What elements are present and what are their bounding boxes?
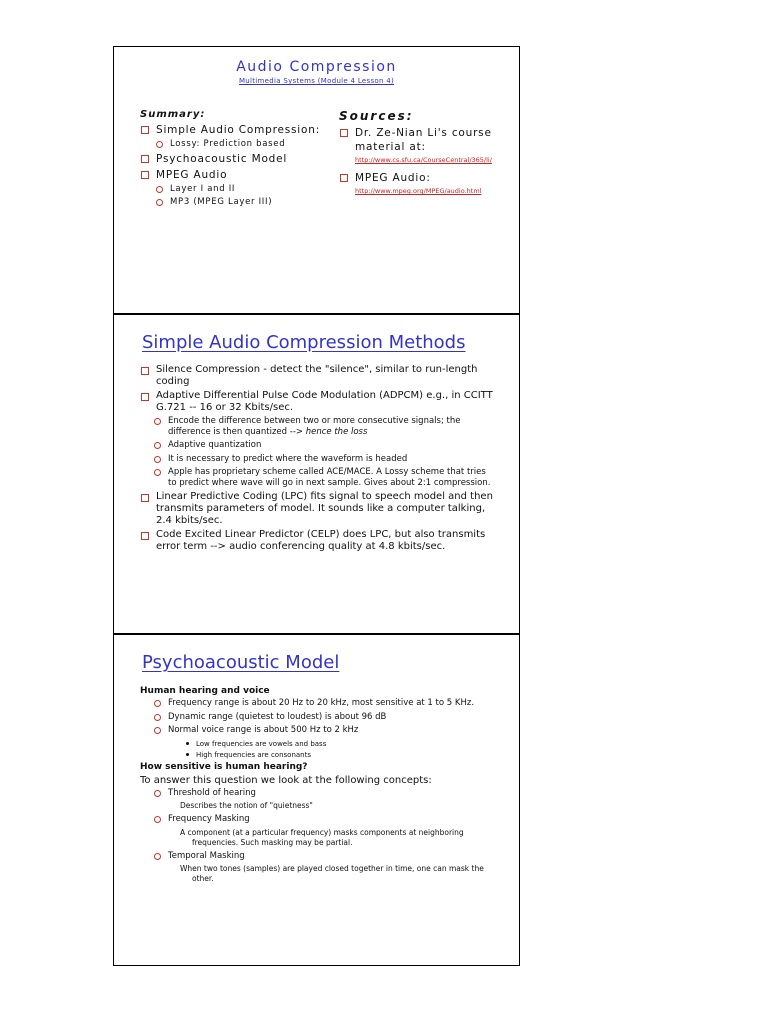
sub-bullet: Apple has proprietary scheme called ACE/MACE. A Lossy scheme that tries to predict where wave will go in next sample. Gives about 2:1 compression. bbox=[154, 467, 495, 488]
concept-description: A component (at a particular frequency) masks components at neighboring frequencies. Such masking may be partial. bbox=[180, 827, 464, 847]
sub-bullet: Lossy: Prediction based bbox=[156, 139, 340, 150]
sub-bullet: MP3 (MPEG Layer III) bbox=[156, 197, 340, 208]
bullet: Adaptive Differential Pulse Code Modulation (ADPCM) e.g., in CCITT G.721 -- 16 or 32 Kbits/sec. bbox=[140, 390, 495, 414]
summary-column bbox=[140, 109, 340, 210]
sub-bullet: Temporal Masking bbox=[154, 851, 495, 862]
sub-bullet: Dynamic range (quietest to loudest) is about 96 dB bbox=[154, 712, 495, 723]
sub-bullet: Adaptive quantization bbox=[154, 440, 495, 451]
bullet: Silence Compression - detect the "silence", similar to run-length coding bbox=[140, 364, 495, 388]
sub-bullet: Frequency range is about 20 Hz to 20 kHz, most sensitive at 1 to 5 KHz. bbox=[154, 698, 495, 709]
sub-bullet: Layer I and II bbox=[156, 184, 340, 195]
sub-bullet bbox=[154, 416, 495, 437]
sub-bullet-text: Encode the difference between two or more consecutive signals; the difference is then quantized --> bbox=[168, 416, 461, 437]
sub-bullet: It is necessary to predict where the waveform is headed bbox=[154, 454, 495, 465]
sub-bullet: Frequency Masking bbox=[154, 814, 495, 825]
slide-simple-audio-compression bbox=[113, 314, 520, 634]
sources-column bbox=[339, 109, 519, 202]
summary-heading: Summary: bbox=[140, 109, 206, 120]
sub-bullet: Normal voice range is about 500 Hz to 2 kHz bbox=[154, 725, 495, 736]
sources-heading: Sources: bbox=[339, 109, 414, 123]
bullet: MPEG Audio: bbox=[339, 171, 519, 185]
sub-bullet: Threshold of hearing bbox=[154, 788, 495, 799]
concept-description: When two tones (samples) are played closed together in time, one can mask the other. bbox=[180, 864, 484, 883]
bullet: Psychoacoustic Model bbox=[140, 152, 340, 166]
slide-audio-compression bbox=[113, 46, 520, 314]
slide-subtitle: Multimedia Systems (Module 4 Lesson 4) bbox=[238, 77, 395, 85]
section-heading: How sensitive is human hearing? bbox=[140, 761, 308, 772]
bullet: Simple Audio Compression: bbox=[140, 123, 340, 137]
source-link[interactable]: http://www.cs.sfu.ca/CourseCentral/365/li/ bbox=[355, 156, 492, 164]
concept-description: Describes the notion of "quietness" bbox=[180, 801, 313, 810]
bullet: Linear Predictive Coding (LPC) fits signal to speech model and then transmits parameters of model. It sounds like a computer talking, 2.4 kbits/sec. bbox=[140, 491, 495, 527]
source-link[interactable]: http://www.mpeg.org/MPEG/audio.html bbox=[355, 187, 482, 195]
slide-title: Simple Audio Compression Methods bbox=[142, 332, 466, 353]
slide-psychoacoustic-model bbox=[113, 634, 520, 966]
dot-bullet: High frequencies are consonants bbox=[184, 750, 495, 760]
bullet: Code Excited Linear Predictor (CELP) does LPC, but also transmits error term --> audio conferencing quality at 4.8 kbits/sec. bbox=[140, 529, 495, 553]
sub-bullet-emphasis: hence the loss bbox=[305, 426, 368, 437]
bullet: MPEG Audio bbox=[140, 168, 340, 182]
slide-body bbox=[140, 685, 495, 887]
intro-text: To answer this question we look at the following concepts: bbox=[140, 774, 432, 786]
bullet: Dr. Ze-Nian Li's course material at: bbox=[339, 126, 519, 154]
slide-body bbox=[140, 363, 495, 555]
section-heading: Human hearing and voice bbox=[140, 686, 270, 696]
slide-title: Audio Compression bbox=[236, 59, 397, 75]
dot-bullet: Low frequencies are vowels and bass bbox=[184, 739, 495, 749]
slide-title: Psychoacoustic Model bbox=[142, 652, 340, 673]
